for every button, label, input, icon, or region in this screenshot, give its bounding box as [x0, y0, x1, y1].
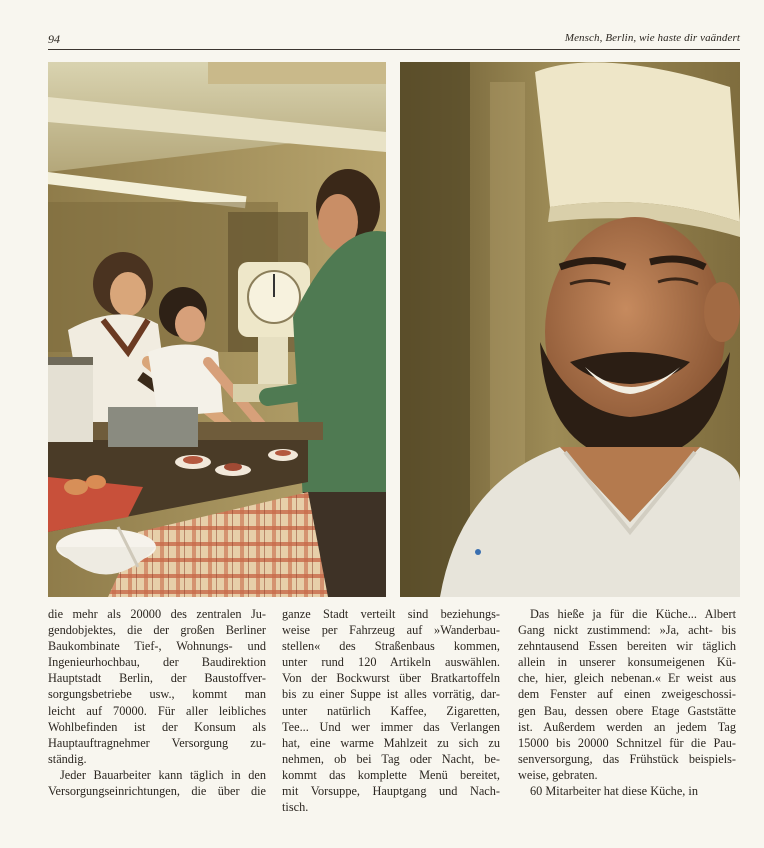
text-column-3: [518, 606, 736, 799]
canteen-counter-photo: [48, 62, 386, 597]
paragraph: [518, 783, 736, 799]
text-line: 15000 bis 20000 Schnitzel für die Pau-: [518, 735, 736, 750]
text-line: die mehr als 20000 des zentralen Ju-: [48, 607, 266, 621]
text-line: unter natürlich Kaffee, Zigaretten,: [282, 703, 500, 718]
text-line: Jeder Bauarbeiter kann täglich in den: [60, 767, 266, 782]
paragraph: [282, 606, 500, 815]
text-line: hat, eine warme Mahlzeit zu sich zu: [282, 735, 500, 750]
text-line: Tee... Und wer immer das Verlangen: [282, 719, 500, 734]
text-line: che, hier, gleich nebenan.« Er weist aus: [518, 671, 736, 686]
text-line: ständig.: [48, 751, 87, 766]
text-line: Baukombinate Tief-, Wohnungs- und: [48, 639, 266, 654]
text-line: kommt das komplette Menü bereitet,: [282, 767, 500, 782]
text-column-1: [48, 606, 266, 799]
text-line: weise per Fahrzeug auf »Wanderbau-: [282, 623, 500, 638]
running-title: Mensch, Berlin, wie haste dir vaändert: [564, 32, 740, 44]
text-line: leicht auf 70000. Für aller leibliches: [48, 703, 266, 718]
text-line: ganze Stadt verteilt sind beziehungs-: [282, 607, 500, 621]
text-line: Ingenieurhochbau, der Baudirektion: [48, 655, 266, 670]
text-line: zehntausend Essen bereiten wir täglich: [518, 639, 736, 654]
text-line: unter rund 120 Artikeln auswählen.: [282, 655, 500, 670]
running-header: [48, 30, 740, 48]
text-line: sorgungsbetriebe usw., kommt man: [48, 687, 266, 702]
text-line: Gang nickt zustimmend: »Ja, acht- bis: [518, 623, 736, 638]
text-line: Von der Bockwurst über Bratkartoffeln: [282, 671, 500, 686]
text-line: tisch.: [282, 800, 309, 815]
text-line: weise, gebraten.: [518, 767, 598, 782]
text-line: ist. Außerdem werden an jedem Tag: [518, 719, 736, 734]
text-line: Wohlbefinden ist der Konsum als: [48, 719, 266, 734]
text-column-2: [282, 606, 500, 815]
text-line: Versorgungseinrichtungen, die über die: [48, 784, 266, 799]
header-rule: [48, 49, 740, 50]
paragraph: [518, 606, 736, 783]
text-line: senversorgung, das Frühstück beispiels-: [518, 751, 736, 766]
text-line: Hauptstadt Berlin, der Baustoffver-: [48, 671, 266, 686]
text-line: mit Vorsuppe, Hauptgang und Nach-: [282, 784, 500, 799]
text-line: nehmen, ob bei Tag oder Nacht, be-: [282, 751, 500, 766]
text-line: Hauptauftragnehmer Versorgung zu-: [48, 735, 266, 750]
text-line: gen Bau, dessen obere Etage Gaststätte: [518, 703, 736, 718]
paragraph: [48, 606, 266, 767]
page-number: 94: [48, 32, 60, 46]
text-line: gendobjektes, die der großen Berliner: [48, 623, 266, 638]
text-line: allein in unserer konsumeigenen Kü-: [518, 655, 736, 670]
text-line: Das hieße ja für die Küche... Albert: [530, 607, 736, 621]
text-line: stellen« des Straßenbaus kommen,: [282, 639, 500, 654]
text-line: dem Fenster auf einen zweigeschossi-: [518, 687, 736, 702]
cook-portrait-photo: [400, 62, 740, 597]
text-line: bis zu einer Suppe ist alles vorrätig, dar-: [282, 687, 500, 702]
text-line: 60 Mitarbeiter hat diese Küche, in: [530, 784, 699, 799]
paragraph: [48, 767, 266, 799]
